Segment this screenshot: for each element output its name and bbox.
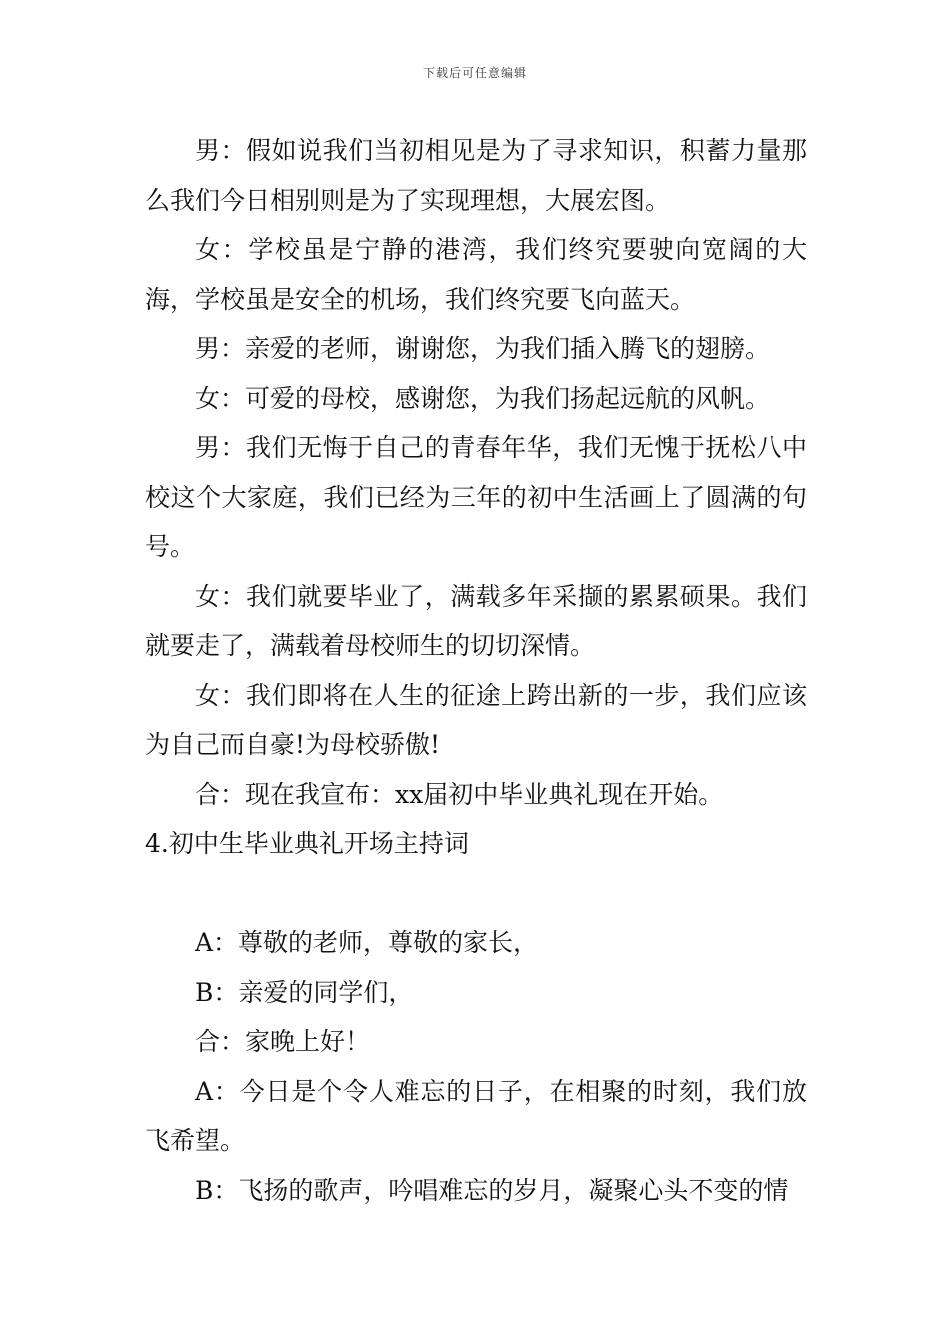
paragraph-6: 女：我们就要毕业了，满载多年采撷的累累硕果。我们就要走了，满载着母校师生的切切深情。 — [145, 581, 807, 660]
blank-line — [145, 869, 807, 919]
paragraph-3: 男：亲爱的老师，谢谢您，为我们插入腾飞的翅膀。 — [195, 334, 771, 363]
section-heading: 4.初中生毕业典礼开场主持词 — [145, 829, 469, 858]
paragraph-8: 合：现在我宣布：xx届初中毕业典礼现在开始。 — [195, 779, 724, 809]
document-body — [145, 126, 807, 1215]
paragraph-1: 男：假如说我们当初相见是为了寻求知识，积蓄力量那么我们今日相别则是为了实现理想，大展宏图。 — [145, 136, 807, 215]
paragraph-10: B：亲爱的同学们， — [195, 977, 414, 1007]
paragraph-5: 男：我们无悔于自己的青春年华，我们无愧于抚松八中校这个大家庭，我们已经为三年的初中生活画上了圆满的句号。 — [145, 433, 807, 561]
paragraph-9: A：尊敬的老师，尊敬的家长， — [195, 928, 539, 957]
paragraph-11: 合：家晚上好！ — [195, 1027, 371, 1056]
paragraph-12: A：今日是个令人难忘的日子，在相聚的时刻，我们放飞希望。 — [145, 1076, 807, 1155]
paragraph-2: 女：学校虽是宁静的港湾，我们终究要驶向宽阔的大海，学校虽是安全的机场，我们终究要飞向蓝天。 — [145, 235, 807, 314]
paragraph-7: 女：我们即将在人生的征途上跨出新的一步，我们应该为自己而自豪!为母校骄傲! — [145, 680, 807, 759]
paragraph-13: B：飞扬的歌声，吟唱难忘的岁月，凝聚心头不变的情 — [195, 1175, 789, 1205]
page-header: 下载后可任意编辑 — [422, 66, 527, 80]
paragraph-4: 女：可爱的母校，感谢您，为我们扬起远航的风帆。 — [195, 383, 771, 413]
